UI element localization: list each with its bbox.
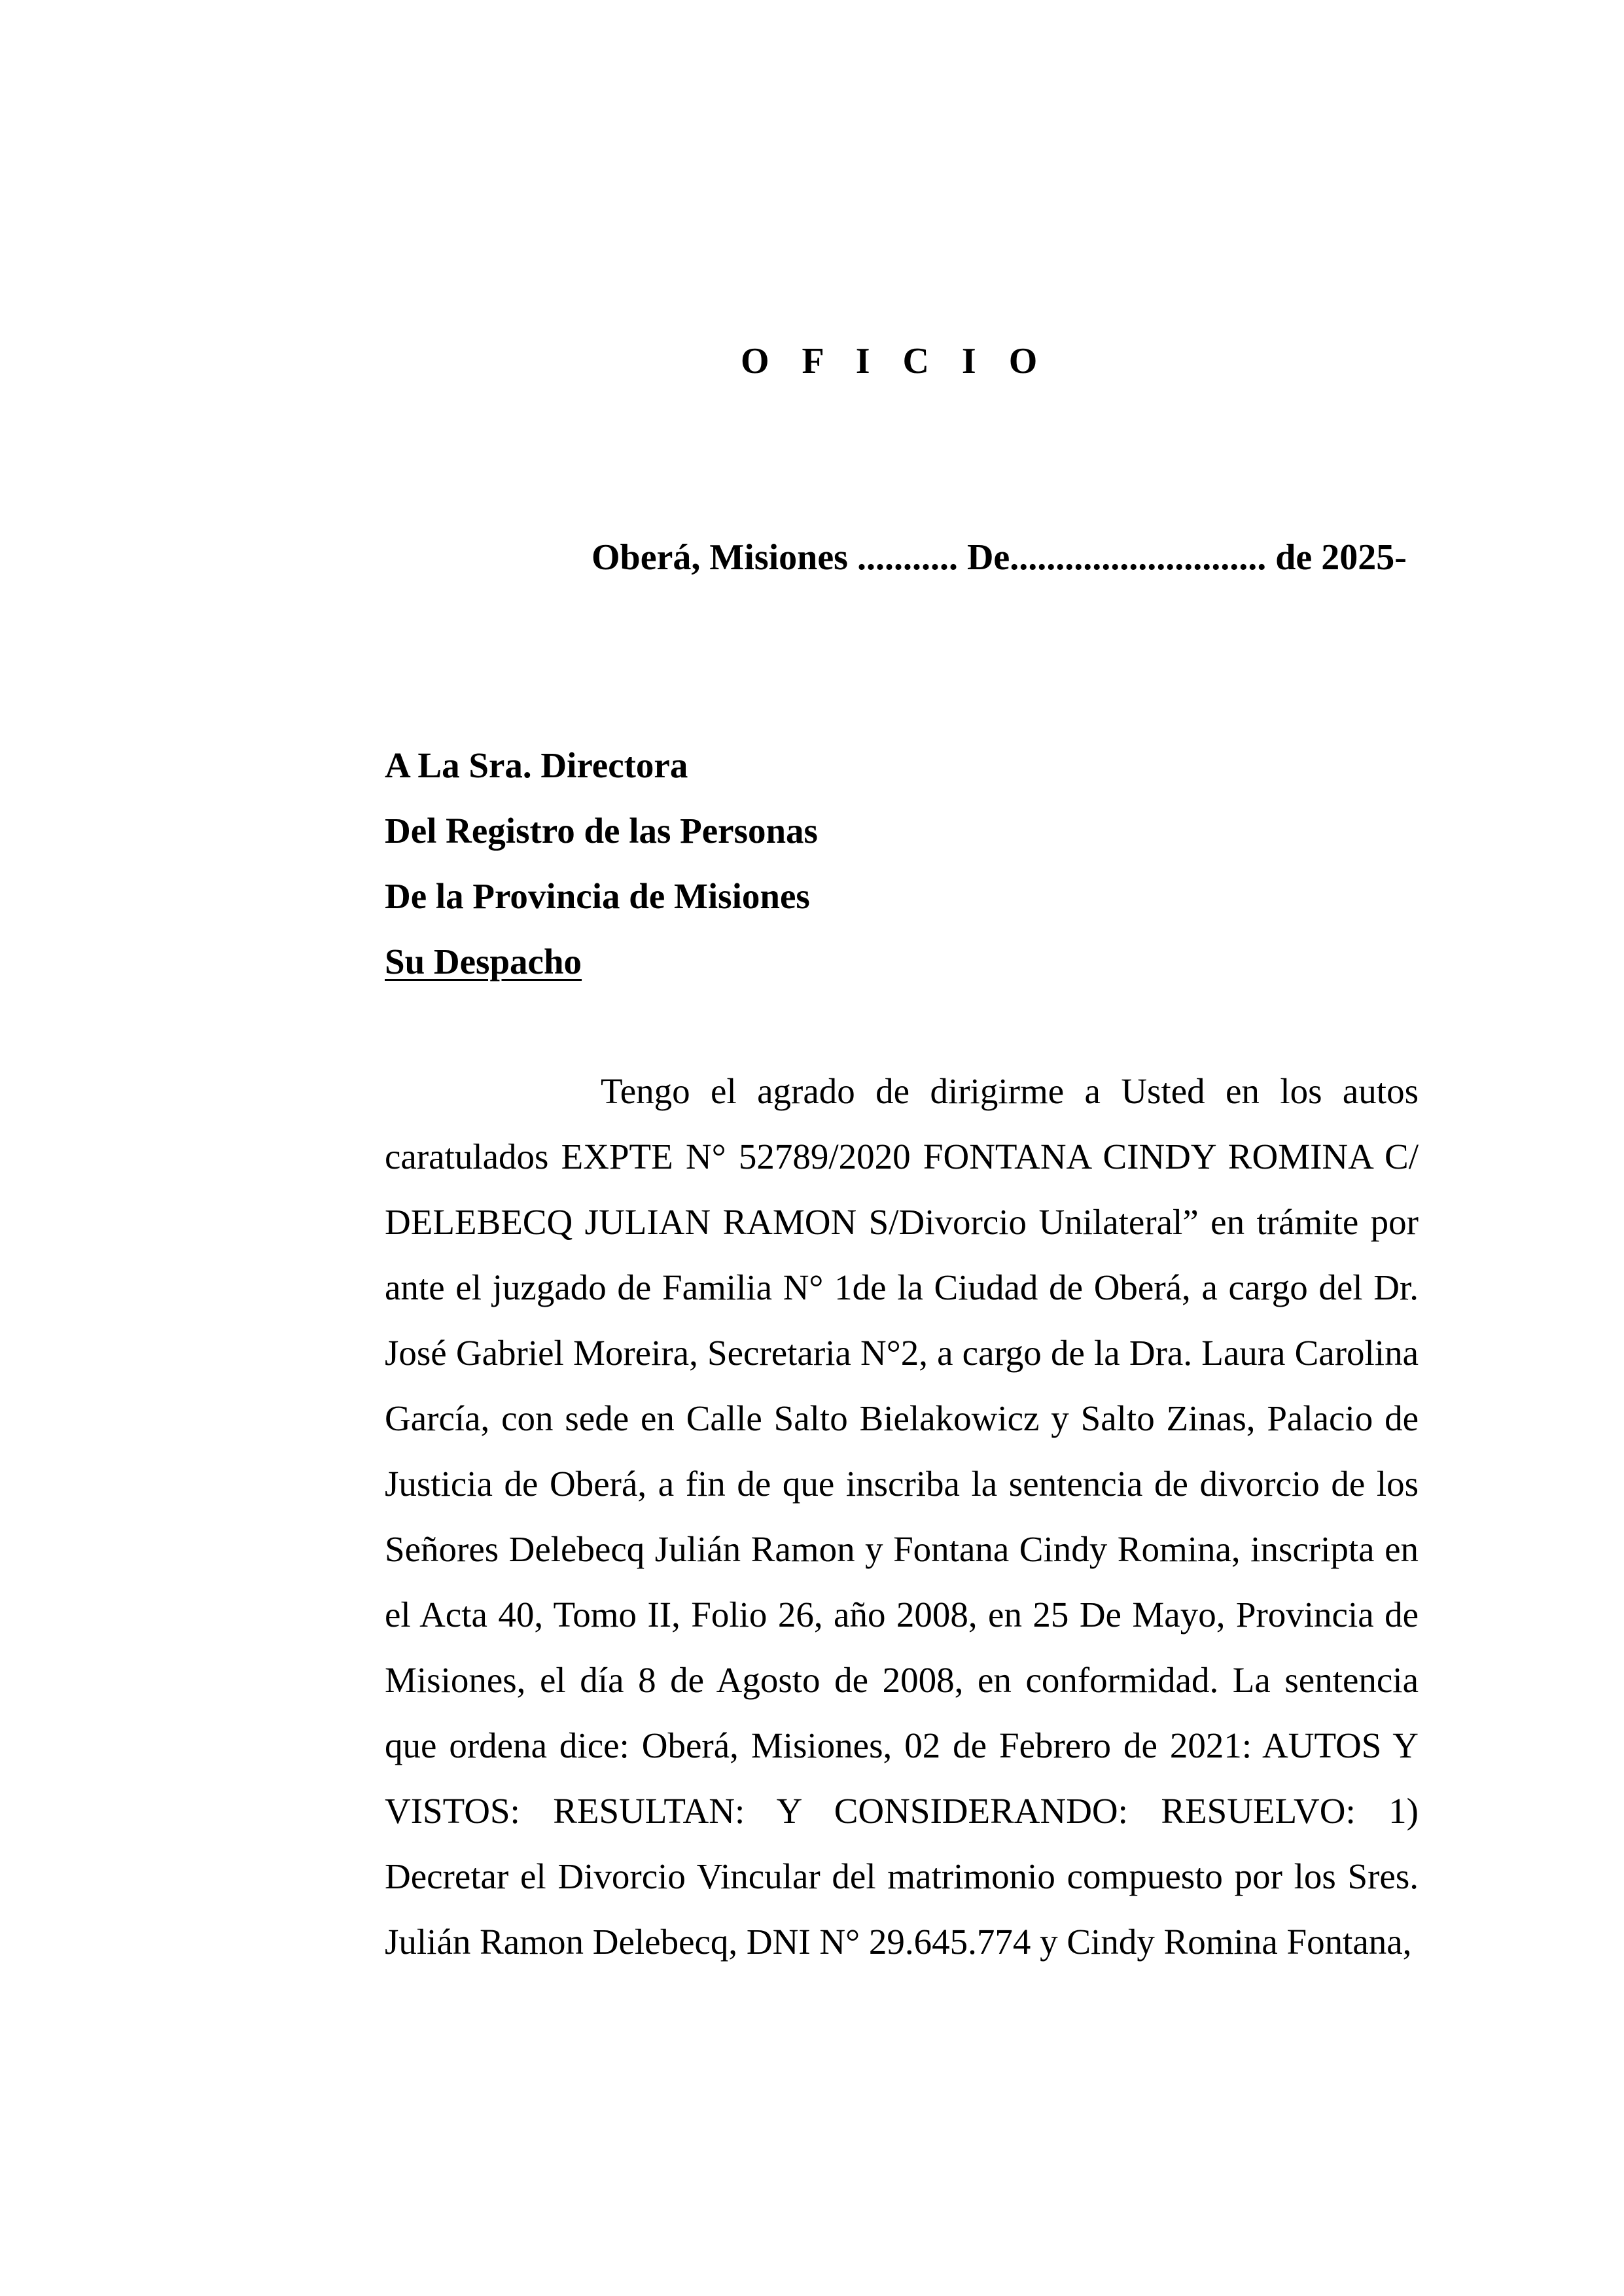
addressee-line-1: A La Sra. Directora xyxy=(385,745,688,785)
addressee-line-3: De la Provincia de Misiones xyxy=(385,876,810,916)
body-paragraph: Tengo el agrado de dirigirme a Usted en los autos caratulados EXPTE N° 52789/2020 FONTANA CINDY ROMINA C/ DELEBECQ JULIAN RAMON S/Divorcio Unilateral” en trámite por ante el juzgado de Familia N° 1de la Ciudad de Oberá, a cargo del Dr. José Gabriel Moreira, Secretaria N°2, a cargo de la Dra. Laura Carolina García, con sede en Calle Salto Bielakowicz y Salto Zinas, Palacio de Justicia de Oberá, a fin de que inscriba la sentencia de divorcio de los Señores Delebecq Julián Ramon y Fontana Cindy Romina, inscripta en el Acta 40, Tomo II, Folio 26, año 2008, en 25 De Mayo, Provincia de Misiones, el día 8 de Agosto de 2008, en conformidad. La sentencia que ordena dice: Oberá, Misiones, 02 de Febrero de 2021: AUTOS Y VISTOS: RESULTAN: Y CONSIDERANDO: RESUELVO: 1) Decretar el Divorcio Vincular del matrimonio compuesto por los Sres. Julián Ramon Delebecq, DNI N° 29.645.774 y Cindy Romina Fontana, xyxy=(385,1071,1419,1962)
body-text xyxy=(385,1059,1419,1975)
addressee-block xyxy=(385,733,1301,995)
addressee-line-2: Del Registro de las Personas xyxy=(385,811,818,851)
addressee-line-4: Su Despacho xyxy=(385,942,582,981)
document-title: O F I C I O xyxy=(741,341,1050,381)
dateline: Oberá, Misiones ........... De............................ de 2025- xyxy=(591,537,1407,578)
